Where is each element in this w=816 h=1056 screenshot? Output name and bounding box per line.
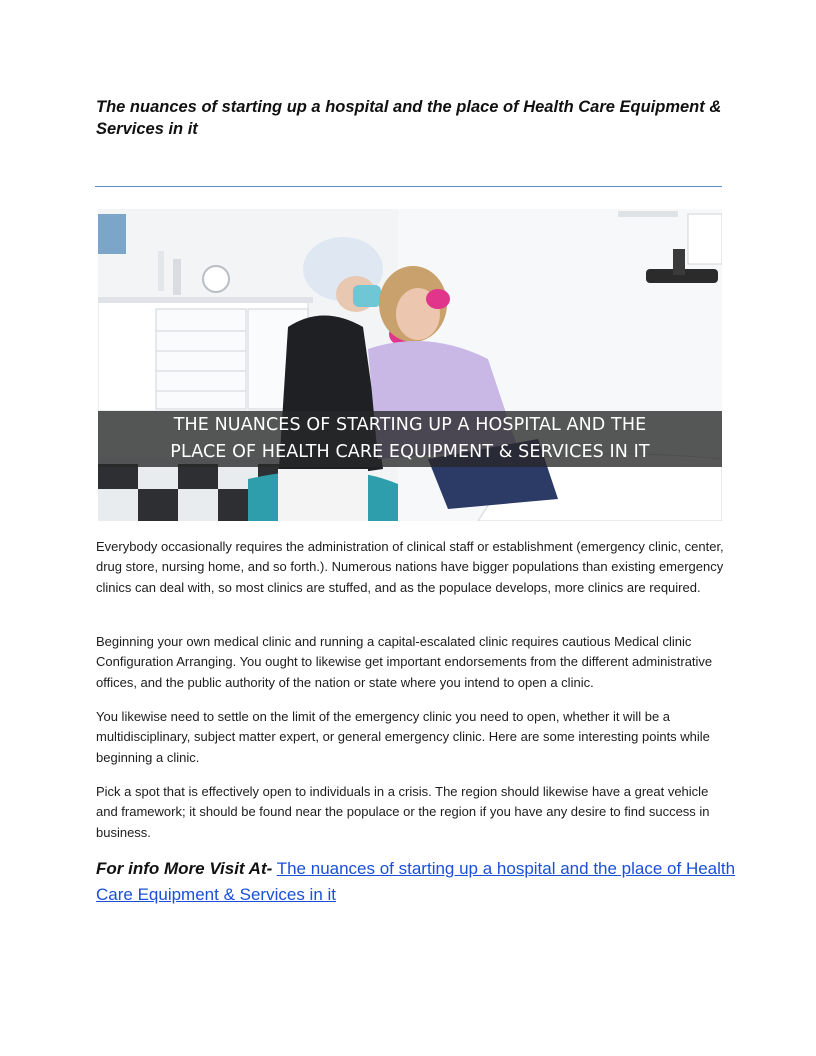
hero-banner	[98, 411, 722, 467]
more-info-link[interactable]: The nuances of starting up a hospital and the place of Health Care Equipment & Services in it	[96, 859, 736, 904]
title-divider	[95, 186, 722, 187]
hero-image	[98, 209, 722, 521]
paragraph-4: Pick a spot that is effectively open to individuals in a crisis. The region should likewise have a great vehicle and framework; it should be found near the populace or the region if you have any desire to find success in business.	[96, 784, 710, 840]
more-info	[96, 856, 736, 908]
paragraph-2: Beginning your own medical clinic and running a capital-escalated clinic requires cautious Medical clinic Configuration Arranging. You ought to likewise get important endorsements from the different administrative offices, and the public authority of the nation or state where you intend to open a clinic.	[96, 634, 713, 690]
banner-line-2: PLACE OF HEALTH CARE EQUIPMENT & SERVICES IN IT	[170, 442, 650, 462]
more-info-lead: For info More Visit At-	[96, 859, 273, 878]
paragraph-3: You likewise need to settle on the limit of the emergency clinic you need to open, whether it will be a multidisciplinary, subject matter expert, or general emergency clinic. Here are some interesting points while beginning a clinic.	[96, 709, 710, 765]
banner-line-1: THE NUANCES OF STARTING UP A HOSPITAL AND THE	[173, 415, 647, 435]
document-title: The nuances of starting up a hospital and the place of Health Care Equipment & Services in it	[96, 98, 722, 138]
dental-clinic-photo	[98, 209, 722, 521]
paragraph-1: Everybody occasionally requires the administration of clinical staff or establishment (emergency clinic, center, drug store, nursing home, and so forth.). Numerous nations have bigger populations than existing emergency clinics can deal with, so most clinics are stuffed, and as the populace develops, more clinics are required.	[96, 539, 724, 595]
